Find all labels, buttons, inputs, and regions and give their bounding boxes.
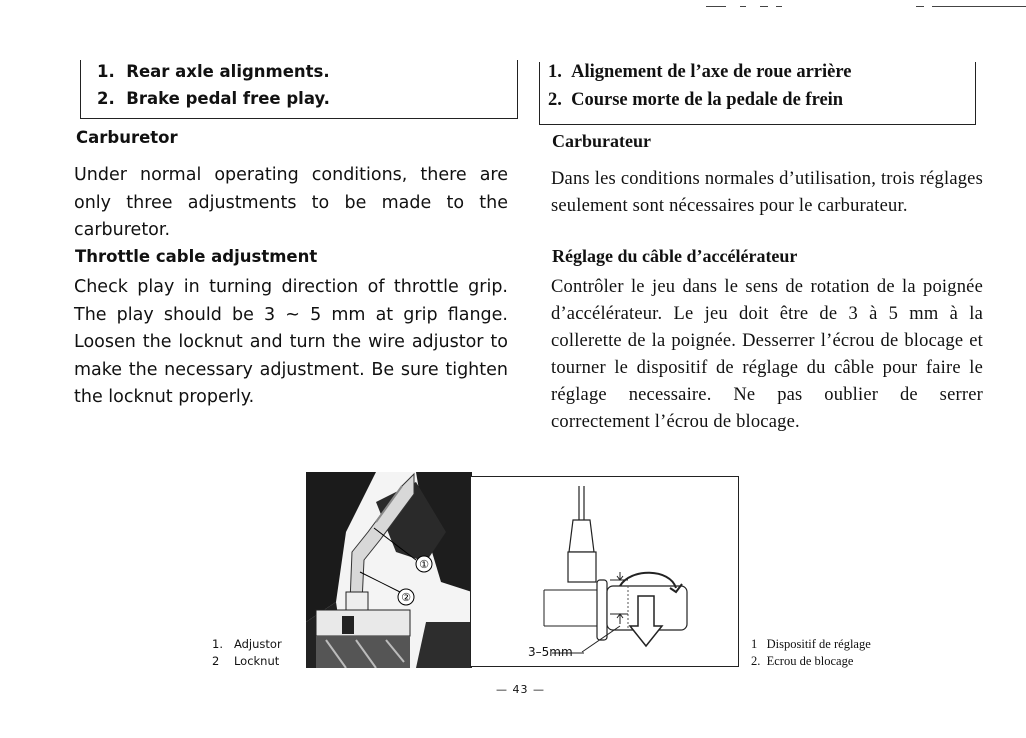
- carburetor-text-en: Under normal operating conditions, there are only three adjustments to be made to the carburetor.: [74, 165, 508, 240]
- caption-num: 2.: [548, 90, 562, 110]
- throttle-text-fr: Contrôler le jeu dans le sens de rotation de la poignée d’accélérateur. Le jeu doit être de 3 à 5 mm à la collerette de la poignée. Desserrer l’écrou de blocage et tourner le dispositif de réglage du câble pour faire le réglage necessaire. Ne pas oublier de serrer correctement l’écrou de blocage.: [551, 277, 983, 432]
- caption-text: Rear axle alignments.: [126, 62, 330, 81]
- figure-legend-fr: [751, 636, 871, 670]
- caption-item: [548, 62, 851, 83]
- legend-item: [212, 653, 282, 670]
- throttle-photo: [306, 472, 472, 668]
- throttle-text-en: Check play in turning direction of throttle grip. The play should be 3 ~ 5 mm at grip flange. Loosen the locknut and turn the wire adjustor to make the necessary adjustment. Be sure tighten the locknut properly.: [74, 277, 508, 407]
- caption-num: 1.: [97, 62, 115, 81]
- throttle-heading-en: Throttle cable adjustment: [75, 247, 318, 266]
- legend-text: Dispositif de réglage: [766, 637, 871, 651]
- top-rule-dash: [706, 6, 726, 7]
- page-number: — 43 —: [496, 683, 545, 696]
- top-rule-dash: [760, 6, 768, 7]
- caption-text: Alignement de l’axe de roue arrière: [571, 62, 852, 82]
- caption-text: Brake pedal free play.: [126, 89, 330, 108]
- legend-text: Ecrou de blocage: [766, 654, 854, 668]
- caption-text: Course morte de la pedale de frein: [571, 90, 844, 110]
- caption-box-fr: [539, 62, 976, 125]
- top-rule-dash: [932, 6, 1026, 7]
- caption-num: 1.: [548, 62, 562, 82]
- top-rule-dash: [776, 6, 782, 7]
- throttle-diagram: [470, 476, 742, 668]
- dimension-label: 3–5mm: [528, 645, 573, 659]
- top-rule-dash: [916, 6, 924, 7]
- callout-2: ②: [401, 591, 411, 604]
- caption-item: [97, 89, 330, 108]
- callout-1: ①: [419, 558, 429, 571]
- caption-item: [548, 90, 843, 111]
- caption-num: 2.: [97, 89, 115, 108]
- carburetor-heading-en: Carburetor: [76, 128, 178, 147]
- caption-item: [97, 62, 330, 81]
- legend-item: [751, 653, 871, 670]
- figure-legend-en: [212, 636, 282, 670]
- legend-num: 2: [212, 654, 220, 668]
- legend-num: 1.: [212, 637, 223, 651]
- carburetor-text-fr: Dans les conditions normales d’utilisation, trois réglages seulement sont nécessaires pour le carburateur.: [551, 169, 983, 216]
- legend-num: 2.: [751, 654, 761, 668]
- legend-text: Locknut: [233, 654, 280, 668]
- legend-text: Adjustor: [233, 637, 282, 651]
- carburetor-heading-fr: Carburateur: [552, 131, 651, 151]
- legend-num: 1: [751, 637, 758, 651]
- top-rule-dash: [740, 6, 746, 7]
- caption-box-en: [80, 60, 518, 119]
- legend-item: [212, 636, 282, 653]
- throttle-heading-fr: Réglage du câble d’accélérateur: [552, 246, 798, 266]
- legend-item: [751, 636, 871, 653]
